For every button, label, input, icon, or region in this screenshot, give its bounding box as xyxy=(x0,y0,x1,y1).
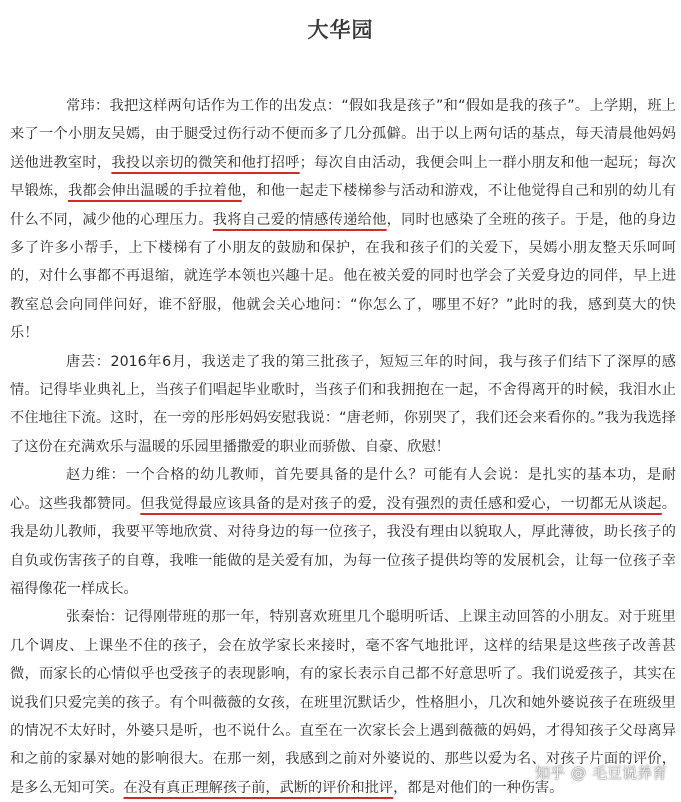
text-segment: 常玮：我把这样两句话作为工作的出发点：“假如我是孩子”和“假如是我的孩子”。上学期，班上来了一个小朋友吴嫣，由于腿受过伤行动不便而多了几分孤僻。出于以上两句话的基点，每天清晨他妈妈送他进教室时， xyxy=(10,98,676,171)
article-body xyxy=(10,92,676,802)
text-segment: 赵力维：一个合格的幼儿教师，首先要具备的是什么？可能有人会说：是扎实的基本功，是耐心。这些我都赞同。 xyxy=(10,467,676,512)
underlined-text: 我投以亲切的微笑和他打招呼 xyxy=(111,154,300,171)
text-segment: 张秦怡：记得刚带班的那一年，特别喜欢班里几个聪明听话、上课主动回答的小朋友。对于班里几个调皮、上课坐不住的孩子，会在放学家长来接时，毫不客气地批评，这样的结果是这些孩子改善甚微，而家长的心情似乎也受孩子的表现影响，有的家长表示自己都不好意思听了。我们说爱孩子，其实在说我们只爱完美的孩子。有个叫薇薇的女孩，在班里沉默话少，性格胆小，几次和她外婆说孩子在班级里的情况不太好时，外婆只是听，也不说什么。直至在一次家长会上遇到薇薇的妈妈，才得知孩子父母离异和之前的家暴对她的影响很大。在那一刻，我感到之前对外婆说的、那些以爱为名、对孩子片面的评价，是多么无知可笑。 xyxy=(10,609,676,796)
paragraph xyxy=(10,603,676,802)
text-segment: ；每次自由活动，我便会叫上一群小朋友和他一起玩；每次早锻炼， xyxy=(10,154,676,200)
underlined-text: 在没有真正理解孩子前，武断的评价和批评 xyxy=(123,779,394,796)
paragraph xyxy=(10,461,676,603)
watermark-author: 毛豆说养育 xyxy=(591,764,667,782)
underlined-text: 但我觉得最应该具备的是对孩子的爱，没有强烈的责任感和爱心，一切都无从谈起 xyxy=(140,495,662,512)
text-segment: 。我是幼儿教师，我要平等地欣赏、对待身边的每一位孩子，我没有理由以貌取人，厚此薄彼，助长孩子的自负或伤害孩子的自尊，我唯一能做的是关爱有加，为每一位孩子提供均等的发展机会，让每一位孩子幸福得像花一样成长。 xyxy=(10,495,676,597)
text-segment: ，和他一起走下楼梯参与活动和游戏，不让他觉得自己和别的幼儿有什么不同，减少他的心理压力。 xyxy=(10,183,676,228)
paragraph xyxy=(10,92,676,348)
text-segment: ，同时也感染了全班的孩子。于是，他的身边多了许多小帮手，上下楼梯有了小朋友的鼓励和保护，在我和孩子们的关爱下，吴嫣小朋友整天乐呵呵的，对什么事都不再退缩，就连学本领也兴趣十足。他在被关爱的同时也学会了关爱身边的同伴，早上进教室总会向同伴问好，谁不舒服，他就会关心地问：“你怎么了，哪里不好？”此时的我，感到莫大的快乐！ xyxy=(10,211,676,342)
paragraph xyxy=(10,348,676,462)
text-segment: ，都是对他们的一种伤害。 xyxy=(393,779,564,796)
watermark-at: @ xyxy=(570,763,586,782)
text-segment: 唐芸：2016年6月，我送走了我的第三批孩子，短短三年的时间，我与孩子们结下了深厚的感情。记得毕业典礼上，当孩子们唱起毕业歌时，当孩子们和我拥抱在一起，不舍得离开的时候，我泪水止不住地往下流。这时，在一旁的彤彤妈妈安慰我说：“唐老师，你别哭了，我们还会来看你的。”我为我选择了这份在充满欢乐与温暖的乐园里播撒爱的职业而骄傲、自豪、欣慰！ xyxy=(10,353,676,455)
page-title: 大华园 xyxy=(307,18,374,42)
watermark-site: 知乎 xyxy=(534,764,565,782)
underlined-text: 我都会伸出温暖的手拉着他 xyxy=(67,183,242,200)
underlined-text: 我将自己爱的情感传递给他 xyxy=(212,211,387,228)
